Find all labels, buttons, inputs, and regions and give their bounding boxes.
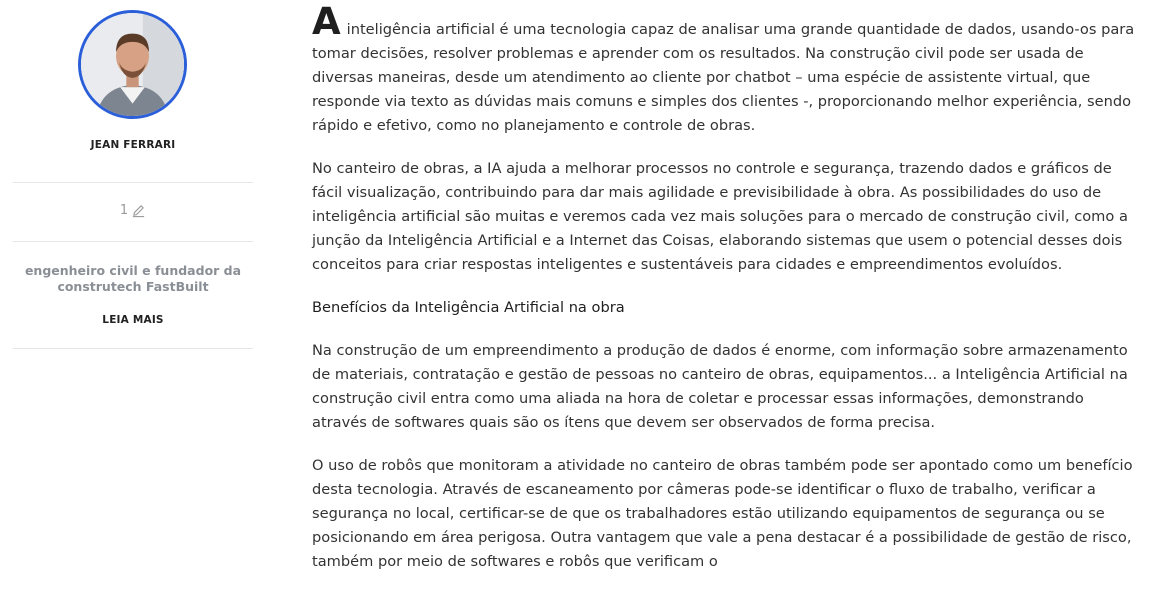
article-paragraph — [312, 0, 1138, 138]
article-body — [312, 0, 1138, 593]
sidebar-divider — [13, 241, 253, 242]
article-paragraph: Na construção de um empreendimento a produção de dados é enorme, com informação sobre armazenamento de materiais, contratação e gestão de pessoas no canteiro de obras, equipamentos... a Inteligência Artificial na construção civil entra como uma aliada na hora de coletar e processar essas informações, demonstrando através de softwares quais são os ítens que devem ser observados de forma precisa. — [312, 342, 1128, 431]
article-paragraph: O uso de robôs que monitoram a atividade no canteiro de obras também pode ser apontado como um benefício desta tecnologia. Através de escaneamento por câmeras pode-se identificar o fluxo de trabalho, verificar a segurança no local, certificar-se de que os trabalhadores estão utilizando equipamentos de segurança ou se posicionando em área perigosa. Outra vantagem que vale a pena destacar é a possibilidade de gestão de risco, também por meio de softwares e robôs que verificam o — [312, 457, 1133, 570]
posts-count-value: 1 — [119, 203, 129, 218]
paragraph-text: inteligência artificial é uma tecnologia capaz de analisar uma grande quantidade de dados, usando-os para tomar decisões, resolver problemas e aprender com os resultados. Na construção civil pode ser usada de diversas maneiras, desde um atendimento ao cliente por chatbot – uma espécie de assistente virtual, que responde via texto as dúvidas mais comuns e simples dos clientes -, proporcionando melhor experiência, sendo rápido e efetivo, como no planejamento e controle de obras. — [312, 21, 1135, 134]
pencil-icon — [131, 203, 146, 218]
posts-count — [13, 203, 253, 218]
author-photo-icon — [81, 13, 184, 116]
dropcap-letter: A — [312, 0, 341, 43]
sidebar-divider — [13, 182, 253, 183]
author-name[interactable]: JEAN FERRARI — [90, 139, 176, 151]
author-avatar[interactable] — [78, 10, 187, 119]
author-bio: engenheiro civil e fundador da construtech FastBuilt — [24, 263, 242, 294]
read-more-link[interactable]: LEIA MAIS — [102, 314, 164, 326]
sidebar-divider — [13, 348, 253, 349]
article-paragraph: No canteiro de obras, a IA ajuda a melhorar processos no controle e segurança, trazendo dados e gráficos de fácil visualização, contribuindo para dar mais agilidade e previsibilidade à obra. As possibilidades do uso de inteligência artificial são muitas e veremos cada vez mais soluções para o mercado de construção civil, como a junção da Inteligência Artificial e a Internet das Coisas, elaborando sistemas que usem o potencial desses dois conceitos para criar respostas inteligentes e sustentáveis para cidades e empreendimentos evoluídos. — [312, 160, 1128, 273]
section-heading: Benefícios da Inteligência Artificial na obra — [312, 299, 625, 316]
author-sidebar — [13, 0, 253, 615]
